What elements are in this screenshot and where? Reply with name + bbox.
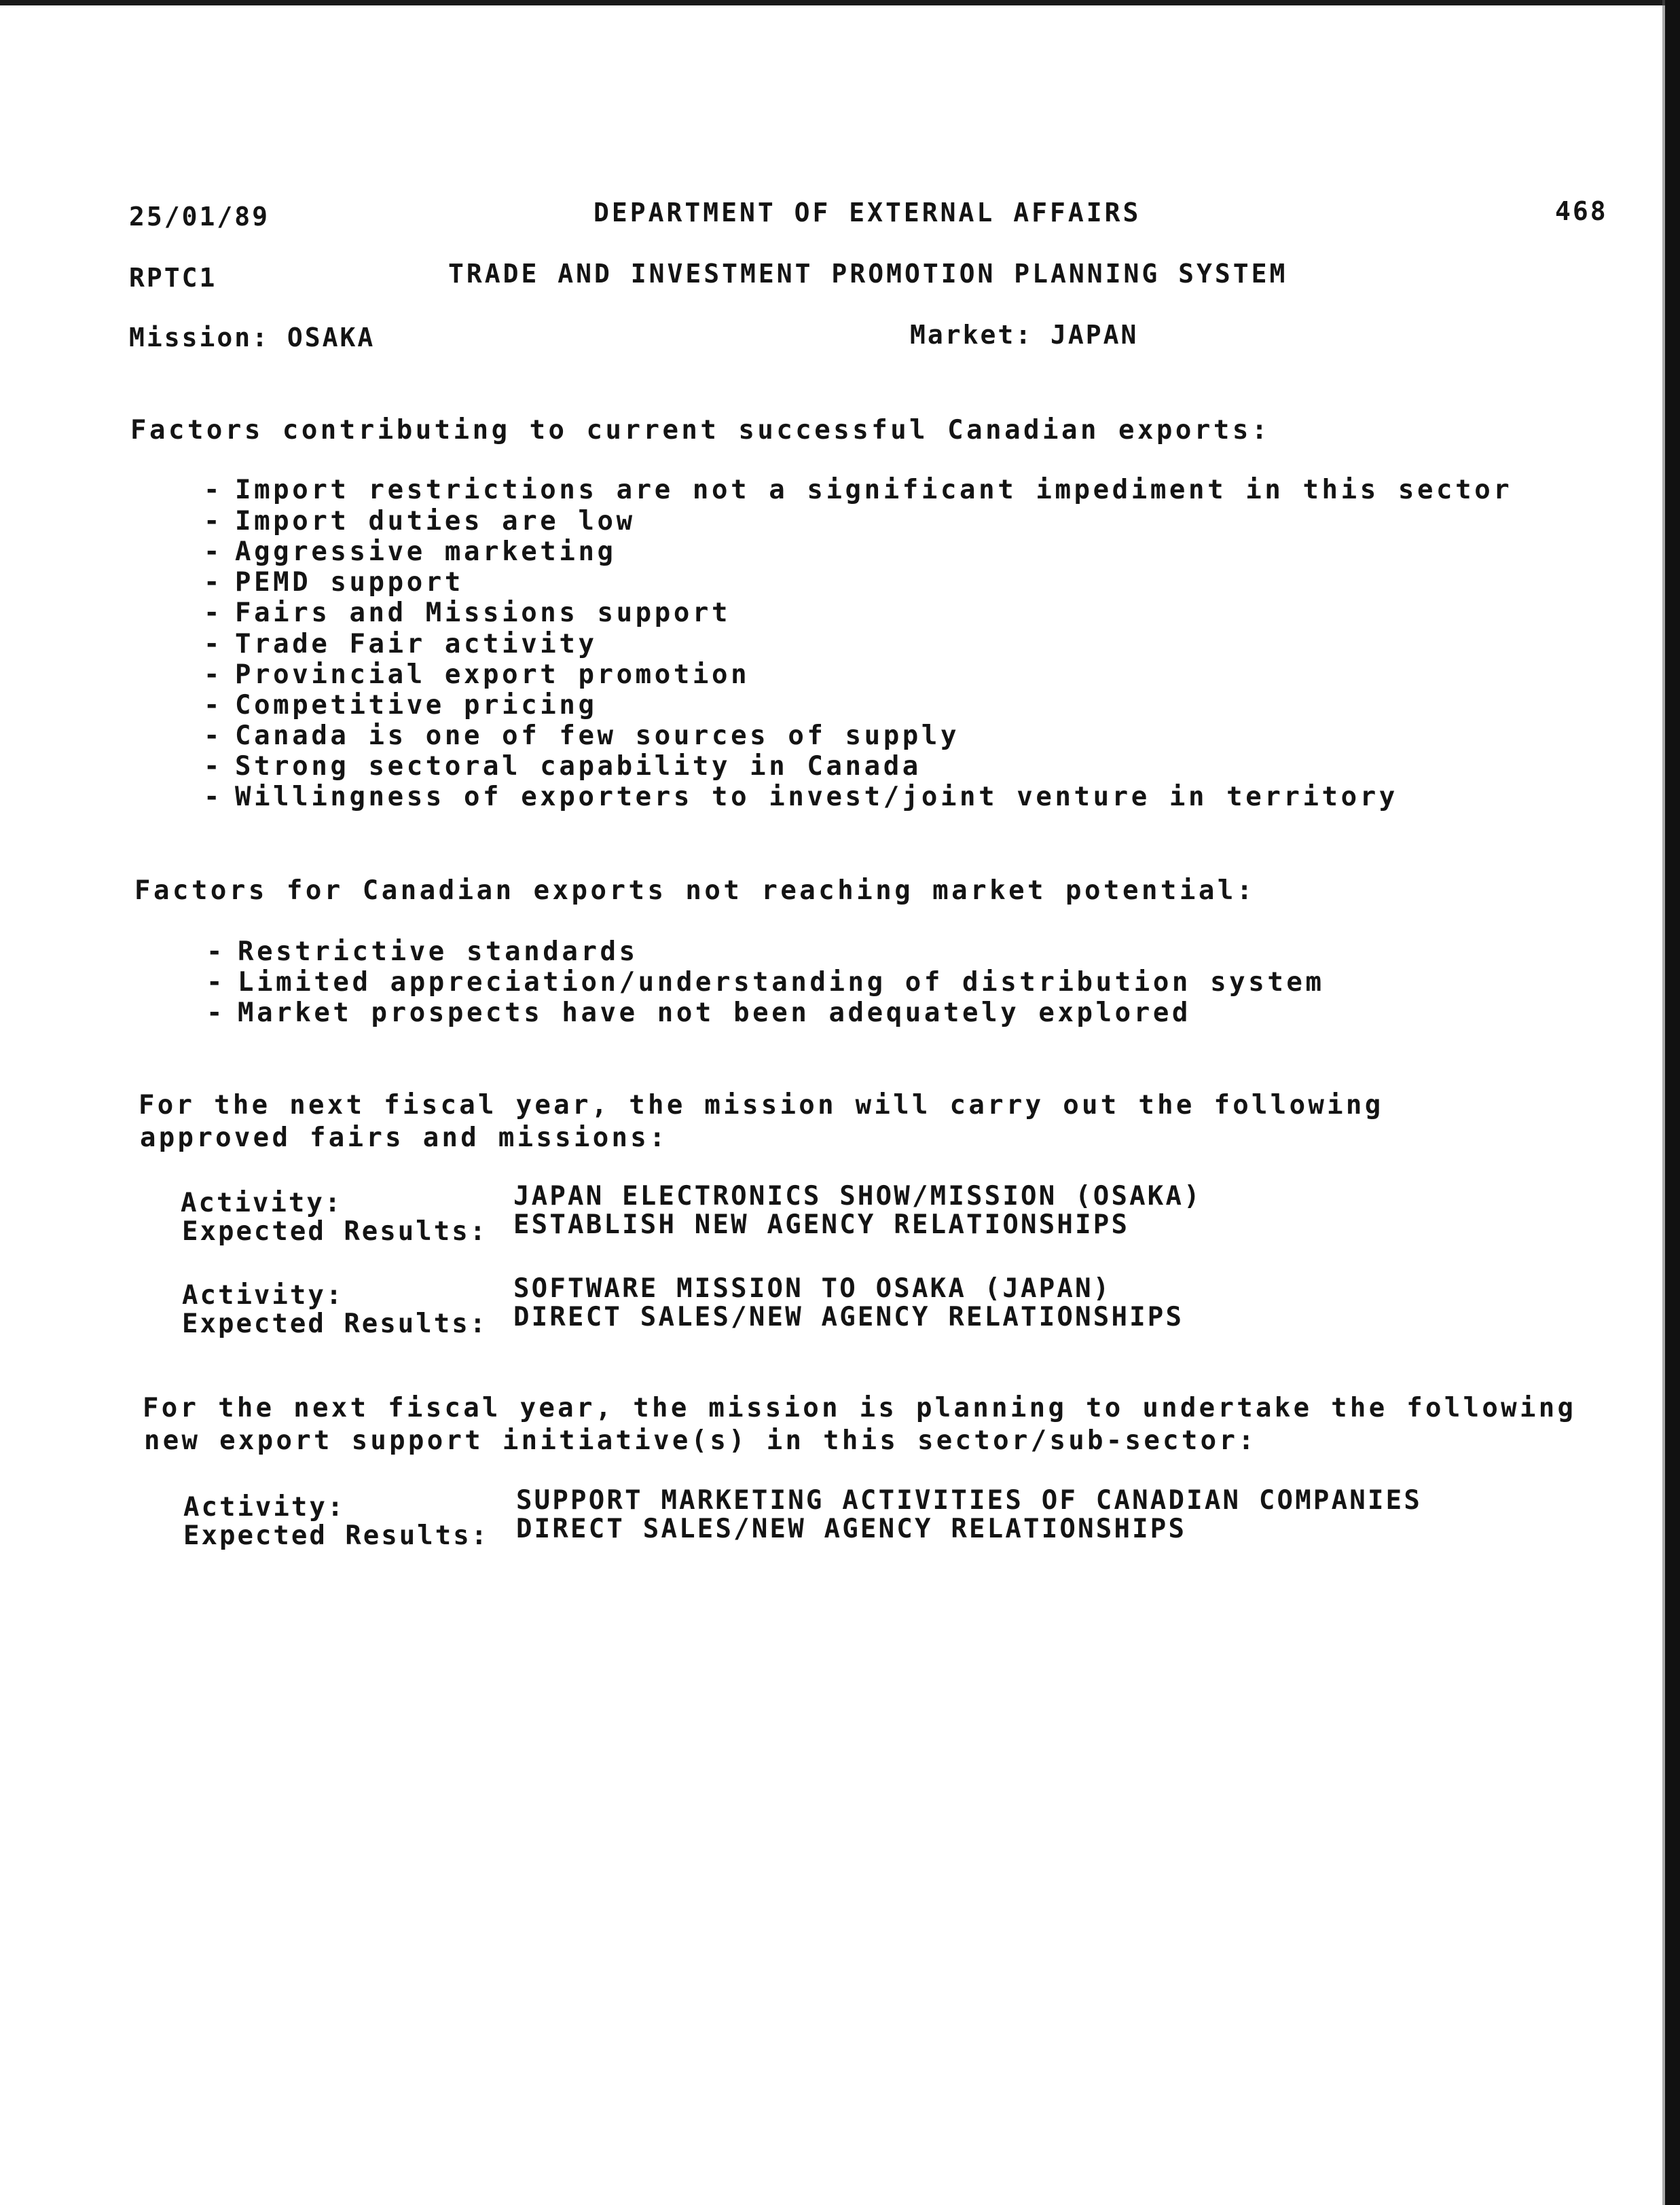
shortfall-factors-heading: Factors for Canadian exports not reaching market potential: [134,875,1256,906]
list-item: - Provincial export promotion [204,659,750,690]
expected-results-label: Expected Results: [182,1216,488,1247]
list-item: - Willingness of exporters to invest/joint venture in territory [204,782,1398,812]
list-item: - Canada is one of few sources of supply [204,721,960,751]
list-item: - Aggressive marketing [204,536,617,567]
expected-results-value: DIRECT SALES/NEW AGENCY RELATIONSHIPS [513,1302,1184,1332]
list-item: - Trade Fair activity [204,629,598,659]
list-item: - Import restrictions are not a significant impediment in this sector [204,475,1513,505]
list-item: - PEMD support [204,567,464,598]
activity-value: SOFTWARE MISSION TO OSAKA (JAPAN) [513,1273,1112,1304]
page-right-edge [1665,0,1680,2205]
activity-value: JAPAN ELECTRONICS SHOW/MISSION (OSAKA) [513,1181,1202,1211]
activity-value: SUPPORT MARKETING ACTIVITIES OF CANADIAN COMPANIES [516,1485,1422,1516]
expected-results-value: DIRECT SALES/NEW AGENCY RELATIONSHIPS [516,1514,1187,1544]
list-item: - Limited appreciation/understanding of distribution system [206,967,1325,998]
system-title: TRADE AND INVESTMENT PROMOTION PLANNING SYSTEM [448,259,1288,289]
approved-fairs-heading-line1: For the next fiscal year, the mission will carry out the following [139,1090,1384,1120]
expected-results-label: Expected Results: [182,1309,488,1339]
activity-label: Activity: [182,1280,344,1311]
new-initiatives-heading-line2: new export support initiative(s) in this sector/sub-sector: [144,1425,1258,1456]
list-item: - Competitive pricing [204,690,598,721]
list-item: - Strong sectoral capability in Canada [204,751,921,782]
page-top-edge [0,0,1680,5]
report-code: RPTC1 [129,263,217,293]
new-initiatives-heading-line1: For the next fiscal year, the mission is planning to undertake the following [143,1393,1577,1423]
approved-fairs-heading-line2: approved fairs and missions: [140,1123,668,1153]
expected-results-label: Expected Results: [183,1520,490,1551]
expected-results-value: ESTABLISH NEW AGENCY RELATIONSHIPS [513,1209,1130,1240]
department-name: DEPARTMENT OF EXTERNAL AFFAIRS [594,198,1142,227]
success-factors-heading: Factors contributing to current successful Canadian exports: [130,415,1271,445]
page-number: 468 [1555,196,1608,226]
activity-label: Activity: [183,1492,346,1523]
activity-label: Activity: [181,1188,343,1218]
report-date: 25/01/89 [129,202,270,232]
list-item: - Restrictive standards [206,936,638,967]
market-label: Market: JAPAN [910,320,1139,350]
mission-label: Mission: OSAKA [129,323,376,352]
list-item: - Import duties are low [204,506,636,536]
list-item: - Fairs and Missions support [204,598,731,628]
list-item: - Market prospects have not been adequately explored [206,998,1191,1028]
